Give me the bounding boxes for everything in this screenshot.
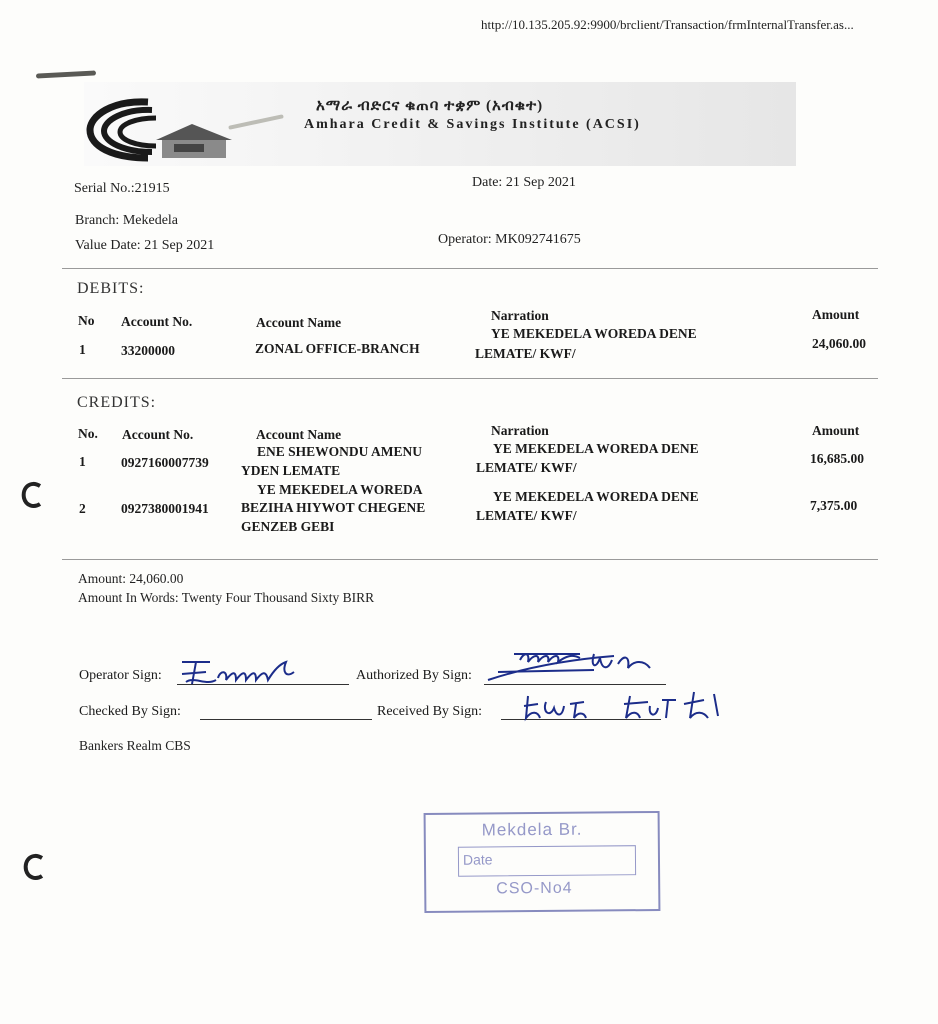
debit-no: 1	[79, 342, 86, 357]
total-amount: Amount: 24,060.00	[78, 571, 184, 586]
page-url: http://10.135.205.92:9900/brclient/Transaction/frmInternalTransfer.as...	[481, 17, 854, 32]
credit-amount: 7,375.00	[810, 498, 858, 513]
debits-title: DEBITS:	[77, 280, 145, 297]
checked-sign-line	[200, 719, 372, 720]
credit-account-no: 0927160007739	[121, 455, 209, 470]
debit-account-name: ZONAL OFFICE-BRANCH	[255, 341, 420, 356]
debits-header-narration: Narration	[491, 308, 549, 323]
credits-header-amount: Amount	[812, 423, 860, 438]
credit-no: 1	[79, 454, 86, 469]
credit-account-no: 0927380001941	[121, 501, 209, 516]
credits-header-narration: Narration	[491, 423, 549, 438]
transaction-date: Date: 21 Sep 2021	[472, 175, 576, 190]
value-date: Value Date: 21 Sep 2021	[75, 238, 215, 253]
credit-narration-line2: LEMATE/ KWF/	[476, 508, 577, 523]
credit-account-name-line2: BEZIHA HIYWOT CHEGENE	[241, 500, 426, 515]
credit-narration-line1: YE MEKEDELA WOREDA DENE	[493, 441, 699, 456]
institute-name-english: Amhara Credit & Savings Institute (ACSI)	[304, 117, 641, 132]
authorized-signature-icon	[484, 646, 674, 694]
credit-account-name-line3: GENZEB GEBI	[241, 519, 335, 534]
stamp-branch: Mekdela Br.	[481, 819, 583, 840]
credit-amount: 16,685.00	[810, 451, 864, 466]
debits-header-no: No	[78, 313, 95, 328]
operator-id: Operator: MK092741675	[438, 232, 581, 247]
debit-amount: 24,060.00	[812, 336, 866, 351]
operator-sign-label: Operator Sign:	[79, 668, 162, 683]
received-signature-icon	[518, 688, 738, 728]
credit-narration-line1: YE MEKEDELA WOREDA DENE	[493, 489, 699, 504]
debit-narration-line1: YE MEKEDELA WOREDA DENE	[491, 326, 697, 341]
credit-account-name-line1: YE MEKEDELA WOREDA	[257, 482, 423, 497]
punch-hole-icon	[20, 480, 42, 510]
divider	[62, 559, 878, 560]
divider	[62, 268, 878, 269]
branch: Branch: Mekedela	[75, 213, 179, 228]
credits-header-no: No.	[78, 426, 98, 441]
amount-in-words: Amount In Words: Twenty Four Thousand Sixty BIRR	[78, 590, 375, 605]
stamp-cso: CSO-No4	[496, 879, 573, 898]
credit-narration-line2: LEMATE/ KWF/	[476, 460, 577, 475]
checked-sign-label: Checked By Sign:	[79, 704, 181, 719]
debit-narration-line2: LEMATE/ KWF/	[475, 346, 576, 361]
institute-name-amharic: አማራ ብድርና ቁጠባ ተቋም (አብቁተ)	[316, 98, 544, 114]
credits-title: CREDITS:	[77, 394, 157, 411]
acsi-logo-icon	[86, 96, 236, 162]
credit-account-name-line1: ENE SHEWONDU AMENU	[257, 444, 423, 459]
credits-header-account-no: Account No.	[122, 427, 194, 442]
debits-header-account-no: Account No.	[121, 314, 193, 329]
punch-hole-icon	[22, 852, 44, 882]
operator-signature-icon	[176, 656, 326, 690]
divider	[62, 378, 878, 379]
credits-header-account-name: Account Name	[256, 427, 342, 442]
credit-no: 2	[79, 501, 86, 516]
serial-number: Serial No.:21915	[74, 181, 170, 196]
debits-header-amount: Amount	[812, 307, 860, 322]
debits-header-account-name: Account Name	[256, 315, 342, 330]
stamp-date-box	[458, 845, 636, 877]
authorized-sign-label: Authorized By Sign:	[356, 668, 472, 683]
received-sign-label: Received By Sign:	[377, 704, 482, 719]
stamp-date: Date	[462, 851, 493, 868]
debit-account-no: 33200000	[121, 343, 175, 358]
scan-mark	[36, 70, 96, 78]
branch-stamp	[424, 811, 661, 913]
footer-system: Bankers Realm CBS	[79, 738, 191, 753]
credit-account-name-line2: YDEN LEMATE	[241, 463, 341, 478]
